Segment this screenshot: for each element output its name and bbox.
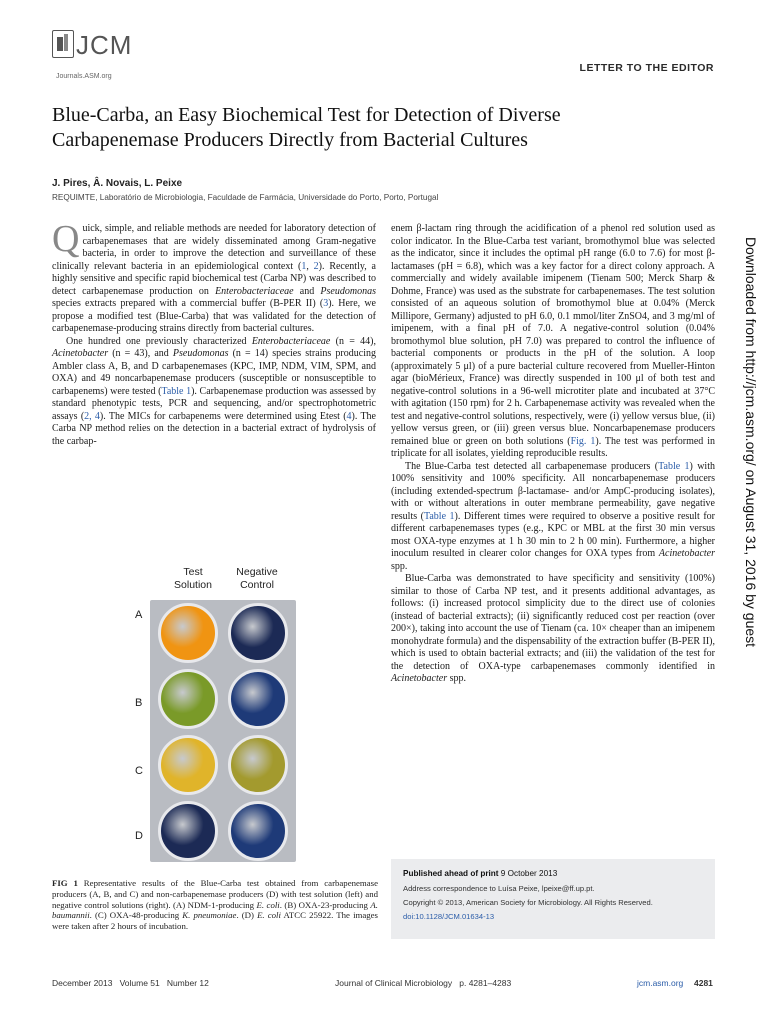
text-run: . (D) bbox=[236, 910, 258, 921]
italic-term: Pseudomonas bbox=[320, 285, 376, 297]
reference-link[interactable]: 3 bbox=[323, 298, 329, 309]
italic-term: A. baumannii bbox=[52, 899, 378, 921]
journal-logo-icon bbox=[52, 30, 74, 58]
footer-issue: December 2013 Volume 51 Number 12 bbox=[52, 978, 209, 988]
text-run: ATCC 25922. The images were taken after 2 hours of incubation. bbox=[52, 910, 378, 932]
column-header-test bbox=[158, 566, 228, 592]
text-run: enem β-lactam ring through the acidification of a phenol red solution used as color indicator. In the Blue-Carba test variant, bromothymol blue was selected as the indicator, since it includes the optimal pH range (6.0 to 7.6) for most β-lactamases (pH = 6.8), which was a key factor for a direct colony approach. A commercially and widely available imipenem (Tienam 500; Merck Sharp & Dohme, France) was used as the substrate for carbapenemases. The test solution consisted of an aqueous solution of bromothymol blue at 0.04% (Merck Millipore, Germany) adjusted to pH 6.0, 0.1 mmol/liter ZnSO4, and 3 mg/ml of imipenem, with a final pH of 7.0. A negative-control solution (0.04% bromothymol blue solution, pH 7.0) was prepared to control the influence of bacterial components or products in the pH of the solution. A loop (approximately 5 μl) of a pure bacterial culture recovered from Mueller-Hinton agar (bioMérieux, France) was directly suspended in 100 μl of both test and negative-control solutions in a 96-well microtiter plate and incubated at 37°C with agitation (150 rpm) for 2 h. Carbapenemase activity was revealed when the test and negative-control solutions, respectively, were (i) yellow versus blue, (ii) yellow versus green, or (iii) green versus blue. Noncarbapenemase producers remained blue or green on both solutions ( bbox=[391, 223, 715, 447]
row-label-d: D bbox=[135, 830, 143, 842]
italic-term: Pseudomonas bbox=[172, 348, 229, 359]
figure-caption bbox=[52, 878, 378, 932]
text-run: spp. bbox=[447, 673, 466, 684]
well-d-test bbox=[158, 801, 218, 861]
affiliation: REQUIMTE, Laboratório de Microbiologia, Faculdade de Farmácia, Universidade do Porto, Porto, Portugal bbox=[52, 193, 439, 202]
italic-term: K. pneumoniae bbox=[182, 910, 237, 921]
table-link[interactable]: Table 1 bbox=[423, 510, 455, 522]
left-column bbox=[52, 218, 376, 448]
title-line: Carbapenemase Producers Directly from Bacterial Cultures bbox=[52, 129, 528, 151]
paragraph-methods bbox=[52, 336, 376, 449]
text-run: (n = 14) species strains producing Ambler class A, B, and D carbapenemases (KPC, IMP, NDM, VIM, SPM, and OXA) and 49 noncarbapenemase producers (susceptible or nonsusceptible to carbapenems) were tested ( bbox=[52, 348, 376, 397]
journal-logo-subtitle: Journals.ASM.org bbox=[56, 73, 112, 80]
right-column bbox=[391, 223, 715, 686]
row-label-b: B bbox=[135, 697, 143, 709]
doi-link[interactable]: doi:10.1128/JCM.01634-13 bbox=[403, 912, 495, 921]
paragraph-conclusion bbox=[391, 573, 715, 686]
download-notice-text: Downloaded from http://jcm.asm.org/ on August 31, 2016 by guest bbox=[743, 236, 759, 648]
well-d-control bbox=[228, 801, 288, 861]
table-link[interactable]: Table 1 bbox=[161, 385, 192, 397]
text-run: . (C) OXA-48-producing bbox=[89, 910, 183, 921]
text-run: ). Carbapenemase production was assessed by standard phenotypic tests, PCR and sequencing, and/or spectrophotometric assays ( bbox=[52, 385, 376, 422]
caption-lead: FIG 1 bbox=[52, 878, 78, 888]
reference-link[interactable]: 2 bbox=[313, 260, 319, 272]
text-run: ). The Carba NP method relies on the detection in a bacterial extract of hydrolysis of the carbap- bbox=[52, 410, 376, 447]
paragraph-results bbox=[391, 461, 715, 574]
correspondence: Address correspondence to Luísa Peixe, lpeixe@ff.up.pt. bbox=[403, 884, 595, 893]
reference-link[interactable]: 4 bbox=[346, 410, 352, 422]
text-run: (n = 43), and bbox=[108, 348, 173, 359]
pub-date-value: 9 October 2013 bbox=[498, 869, 558, 878]
text-run: ). The MICs for carbapenems were determined using Etest ( bbox=[99, 410, 347, 422]
italic-term: Acinetobacter bbox=[658, 548, 715, 559]
italic-term: E. coli bbox=[256, 899, 280, 910]
italic-term: Acinetobacter bbox=[52, 348, 109, 359]
text-run: ). Here, we propose a modified test (Blue-Carba) that was validated for the detection of carbapenemase-producing strains directly from bacterial cultures. bbox=[52, 298, 376, 334]
text-run: One hundred one previously characterized bbox=[66, 335, 252, 347]
well-b-test bbox=[158, 669, 218, 729]
well-c-test bbox=[158, 735, 218, 795]
author-list: J. Pires, Â. Novais, L. Peixe bbox=[52, 178, 183, 189]
publication-info-box bbox=[391, 859, 715, 939]
text-run: , bbox=[306, 260, 314, 272]
text-run: and bbox=[293, 285, 321, 297]
reference-link[interactable]: 1 bbox=[301, 260, 307, 272]
row-label-c: C bbox=[135, 765, 143, 777]
header-line: Test bbox=[183, 566, 203, 578]
footer-journal: Journal of Clinical Microbiology p. 4281–4283 bbox=[335, 978, 512, 988]
page-number: 4281 bbox=[694, 978, 713, 988]
drop-cap: Q bbox=[52, 218, 80, 260]
text-run: species extracts prepared with a commercial buffer (B-PER II) ( bbox=[52, 298, 324, 309]
text-run: (n = 44), bbox=[330, 335, 376, 347]
paragraph-intro bbox=[52, 218, 376, 336]
header-line: Control bbox=[240, 579, 274, 591]
well-b-control bbox=[228, 669, 288, 729]
pub-label: Published ahead of print bbox=[403, 869, 499, 878]
text-run: spp. bbox=[391, 560, 408, 572]
well-a-test bbox=[158, 603, 218, 663]
microtiter-plate-photo bbox=[150, 600, 296, 862]
text-run: ) with 100% sensitivity and 100% specificity. All noncarbapenemase producers (including extended-spectrum β-lactamase- and/or AmpC-producing isolates), with or without alterations in outer membrane permeability, gave negative results ( bbox=[391, 460, 715, 522]
text-run: ). The test was performed in triplicate for all isolates, yielding reproducible results. bbox=[391, 435, 715, 459]
column-header-negative bbox=[222, 566, 292, 592]
publication-date bbox=[403, 869, 557, 878]
italic-term: Enterobacteriaceae bbox=[215, 285, 294, 297]
table-link[interactable]: Table 1 bbox=[658, 460, 690, 472]
journal-logo-text: JCM bbox=[76, 30, 133, 60]
figure-link[interactable]: Fig. 1 bbox=[570, 435, 596, 447]
italic-term: Acinetobacter bbox=[391, 673, 448, 684]
header-line: Negative bbox=[236, 566, 278, 578]
paragraph-method-detail bbox=[391, 223, 715, 461]
download-notice bbox=[738, 122, 764, 762]
title-line: Blue-Carba, an Easy Biochemical Test for Detection of Diverse bbox=[52, 104, 561, 126]
italic-term: Enterobacteriaceae bbox=[251, 335, 331, 347]
text-run: Blue-Carba was demonstrated to have specificity and sensitivity (100%) similar to those of Carba NP test, and it presents additional advantages, as follows: (i) increased protocol simplicity due to the direct use of colonies (instead of bacterial extracts); (ii) significantly reduced cost per reaction (over 200×), taking into account the use of Tienam (ca. 10× cheaper than an imipenem monohydrate formula) and the dispensability of the extraction buffer (B-PER II), which is used to obtain bacterial extracts; and (iii) the validation of the test for the detection of OXA-type carbapenemases commonly identified in bbox=[391, 573, 715, 672]
footer-site-link[interactable]: jcm.asm.org bbox=[637, 978, 684, 988]
well-c-control bbox=[228, 735, 288, 795]
article-title bbox=[52, 103, 692, 153]
row-label-a: A bbox=[135, 609, 143, 621]
header-line: Solution bbox=[174, 579, 212, 591]
text-run: . (B) OXA-23-producing bbox=[279, 899, 371, 910]
text-run: uick, simple, and reliable methods are needed for laboratory detection of carbapenemases that are widely disseminated among Gram-negative bacteria, in order to improve the detection and surveillance of these clinically relevant bacteria in an epidemiological context ( bbox=[52, 223, 376, 272]
italic-term: E. coli bbox=[257, 910, 281, 921]
reference-link[interactable]: 2, 4 bbox=[84, 410, 100, 422]
well-a-control bbox=[228, 603, 288, 663]
section-label: LETTER TO THE EDITOR bbox=[579, 62, 714, 74]
text-run: ). Recently, a highly sensitive and specific rapid biochemical test (Carba NP) was described to detect carbapenemase production on bbox=[52, 260, 376, 297]
text-run: ). Different times were required to observe a positive result for different carbapenemases types (e.g., KPC or MBL at the first 30 min versus most OXA-type enzymes at 1 h 30 min to 2 h 00 min). Furthermore, a higher inoculum resulted in clearer color changes for OXA types from bbox=[391, 510, 715, 559]
text-run: The Blue-Carba test detected all carbapenemase producers ( bbox=[405, 460, 659, 472]
copyright: Copyright © 2013, American Society for Microbiology. All Rights Reserved. bbox=[403, 898, 653, 907]
text-run: Representative results of the Blue-Carba test obtained from carbapenemase producers (A, B, and C) and non-carbapenemase producers (D) with test solution (left) and negative control solutions (right). (A) NDM-1-producing bbox=[52, 878, 378, 910]
